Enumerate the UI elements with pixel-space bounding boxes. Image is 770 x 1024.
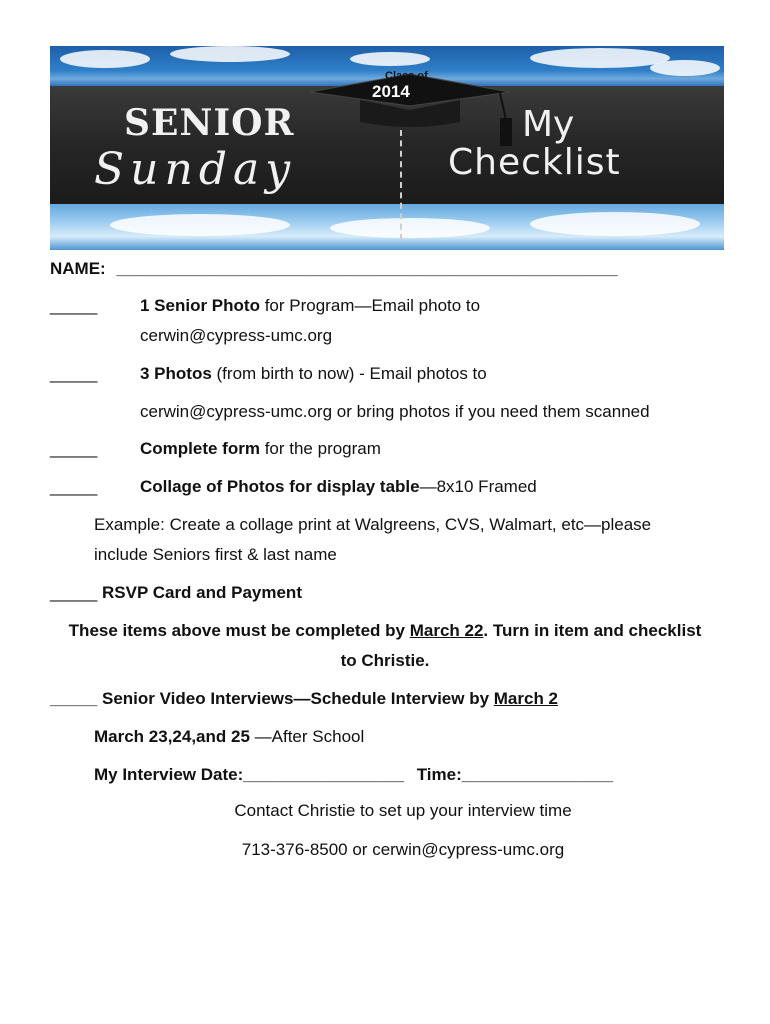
title-sunday: Sunday xyxy=(94,144,297,195)
name-field[interactable]: _____________________________________________________ xyxy=(116,259,618,278)
video-dates xyxy=(94,726,364,748)
item-continuation: cerwin@cypress-umc.org or bring photos if you need them scanned xyxy=(140,402,650,421)
rsvp-row xyxy=(50,582,302,604)
item-description: (from birth to now) - Email photos to xyxy=(211,364,487,383)
item-title: 1 Senior Photo xyxy=(140,296,260,315)
checklist-item xyxy=(50,363,97,385)
item-title: Complete form xyxy=(140,439,260,458)
item-text xyxy=(140,438,381,460)
item-continuation: cerwin@cypress-umc.org xyxy=(140,326,333,345)
video-dates-bold: March 23,24,and 25 xyxy=(94,727,250,746)
item-description: for Program—Email photo to xyxy=(259,296,481,315)
interview-date-label: My Interview Date: xyxy=(94,765,244,784)
video-dates-rest: —After School xyxy=(249,727,365,746)
item-checkbox-blank[interactable]: _____ xyxy=(50,439,98,458)
video-deadline-date: March 2 xyxy=(493,689,559,708)
title-senior: SENIOR xyxy=(124,102,295,144)
item-text xyxy=(140,476,537,498)
checklist-item xyxy=(50,438,97,460)
video-blank[interactable]: _____ xyxy=(50,689,98,708)
example-line-1: Example: Create a collage print at Walgreens, CVS, Walmart, etc—please xyxy=(94,515,652,534)
deadline-post: . Turn in item and checklist xyxy=(483,621,702,640)
cap-year: 2014 xyxy=(372,82,410,101)
contact-line-2: 713-376-8500 or cerwin@cypress-umc.org xyxy=(241,840,565,859)
deadline-line-2: to Christie. xyxy=(340,651,430,670)
time-field[interactable]: ________________ xyxy=(461,765,614,784)
cloud-shape xyxy=(330,218,490,238)
item-text xyxy=(140,295,480,317)
cap-class-of: Class of xyxy=(385,70,428,82)
title-my: My xyxy=(522,104,575,145)
deadline-pre: These items above must be completed by xyxy=(68,621,410,640)
deadline-line-1 xyxy=(0,620,770,642)
interview-date-field[interactable]: _________________ xyxy=(243,765,404,784)
checklist-item xyxy=(50,476,97,498)
checklist-item xyxy=(50,295,97,317)
video-row xyxy=(50,688,558,710)
item-description: —8x10 Framed xyxy=(419,477,537,496)
item-description: for the program xyxy=(259,439,381,458)
cloud-shape xyxy=(60,50,150,68)
item-checkbox-blank[interactable]: _____ xyxy=(50,296,98,315)
example-line-2: include Seniors first & last name xyxy=(94,545,337,564)
item-title: 3 Photos xyxy=(140,364,212,383)
contact-line-1: Contact Christie to set up your interview time xyxy=(234,801,572,820)
header-banner xyxy=(50,46,724,250)
cloud-shape xyxy=(170,46,290,62)
item-title: Collage of Photos for display table xyxy=(140,477,420,496)
cloud-shape xyxy=(530,212,700,236)
name-row xyxy=(50,258,618,280)
cloud-shape xyxy=(650,60,720,76)
interview-date-row xyxy=(94,764,613,786)
name-label: NAME: xyxy=(50,259,106,278)
time-label: Time: xyxy=(416,765,462,784)
rsvp-blank[interactable]: _____ xyxy=(50,583,98,602)
video-label: Senior Video Interviews—Schedule Interview by xyxy=(97,689,494,708)
title-checklist: Checklist xyxy=(448,142,621,183)
cloud-shape xyxy=(530,48,670,68)
cloud-shape xyxy=(110,214,290,236)
item-checkbox-blank[interactable]: _____ xyxy=(50,477,98,496)
deadline-date: March 22 xyxy=(409,621,484,640)
item-text xyxy=(140,363,487,385)
item-checkbox-blank[interactable]: _____ xyxy=(50,364,98,383)
rsvp-label: RSVP Card and Payment xyxy=(97,583,302,602)
